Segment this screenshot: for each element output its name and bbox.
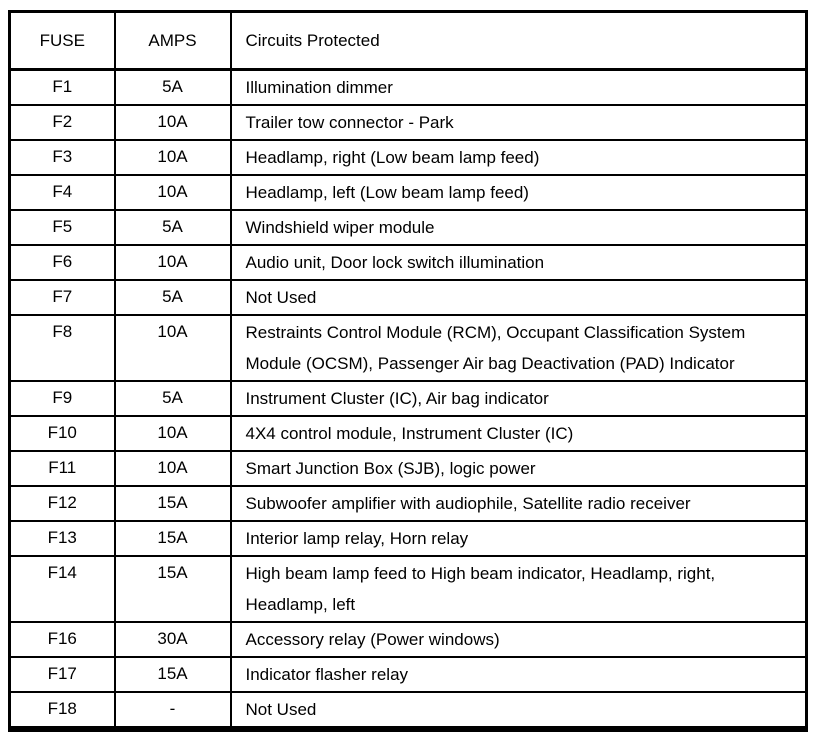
table-row [10, 486, 807, 521]
fuse-cell: F10 [10, 416, 115, 451]
circuits-cell: Illumination dimmer [231, 70, 807, 106]
table-row [10, 451, 807, 486]
amps-cell: 15A [115, 657, 231, 692]
amps-cell: 5A [115, 280, 231, 315]
circuits-cell: High beam lamp feed to High beam indicator, Headlamp, right, Headlamp, left [231, 556, 807, 622]
amps-cell: 10A [115, 175, 231, 210]
header-row [10, 12, 807, 70]
circuits-cell: Instrument Cluster (IC), Air bag indicator [231, 381, 807, 416]
fuse-cell: F14 [10, 556, 115, 622]
table-row [10, 245, 807, 280]
circuits-cell: Headlamp, right (Low beam lamp feed) [231, 140, 807, 175]
table-row [10, 175, 807, 210]
circuits-cell: Interior lamp relay, Horn relay [231, 521, 807, 556]
circuits-cell: Not Used [231, 280, 807, 315]
fuse-cell: F3 [10, 140, 115, 175]
amps-cell: 10A [115, 315, 231, 381]
fuse-cell: F7 [10, 280, 115, 315]
table-row [10, 280, 807, 315]
table-row [10, 692, 807, 729]
amps-cell: 10A [115, 140, 231, 175]
amps-cell: - [115, 692, 231, 729]
circuits-cell: Windshield wiper module [231, 210, 807, 245]
circuits-cell: Accessory relay (Power windows) [231, 622, 807, 657]
table-row [10, 315, 807, 381]
amps-cell: 5A [115, 381, 231, 416]
amps-cell: 15A [115, 486, 231, 521]
circuits-cell: 4X4 control module, Instrument Cluster (IC) [231, 416, 807, 451]
circuits-cell: Headlamp, left (Low beam lamp feed) [231, 175, 807, 210]
circuits-cell: Trailer tow connector - Park [231, 105, 807, 140]
circuits-cell: Indicator flasher relay [231, 657, 807, 692]
amps-cell: 10A [115, 416, 231, 451]
table-row [10, 622, 807, 657]
fuse-cell: F12 [10, 486, 115, 521]
table-row [10, 381, 807, 416]
table-row [10, 140, 807, 175]
fuse-cell: F11 [10, 451, 115, 486]
amps-cell: 10A [115, 451, 231, 486]
fuse-cell: F9 [10, 381, 115, 416]
amps-cell: 30A [115, 622, 231, 657]
amps-cell: 15A [115, 521, 231, 556]
fuse-cell: F17 [10, 657, 115, 692]
circuits-cell: Subwoofer amplifier with audiophile, Satellite radio receiver [231, 486, 807, 521]
table-row [10, 521, 807, 556]
amps-cell: 5A [115, 210, 231, 245]
fuse-cell: F5 [10, 210, 115, 245]
table-row [10, 556, 807, 622]
fuse-cell: F1 [10, 70, 115, 106]
column-header-amps: AMPS [115, 12, 231, 70]
amps-cell: 15A [115, 556, 231, 622]
circuits-cell: Audio unit, Door lock switch illumination [231, 245, 807, 280]
fuse-cell: F2 [10, 105, 115, 140]
amps-cell: 10A [115, 105, 231, 140]
table-row [10, 70, 807, 106]
fuse-table-header [10, 12, 807, 70]
fuse-cell: F18 [10, 692, 115, 729]
table-row [10, 210, 807, 245]
table-row [10, 657, 807, 692]
column-header-circuits: Circuits Protected [231, 12, 807, 70]
circuits-cell: Not Used [231, 692, 807, 729]
fuse-cell: F6 [10, 245, 115, 280]
circuits-cell: Restraints Control Module (RCM), Occupant Classification System Module (OCSM), Passenger Air bag Deactivation (PAD) Indicator [231, 315, 807, 381]
table-row [10, 416, 807, 451]
amps-cell: 5A [115, 70, 231, 106]
table-row [10, 105, 807, 140]
fuse-cell: F8 [10, 315, 115, 381]
amps-cell: 10A [115, 245, 231, 280]
fuse-table-body [10, 70, 807, 730]
fuse-table [8, 10, 808, 732]
column-header-fuse: FUSE [10, 12, 115, 70]
circuits-cell: Smart Junction Box (SJB), logic power [231, 451, 807, 486]
fuse-cell: F4 [10, 175, 115, 210]
fuse-cell: F13 [10, 521, 115, 556]
fuse-cell: F16 [10, 622, 115, 657]
